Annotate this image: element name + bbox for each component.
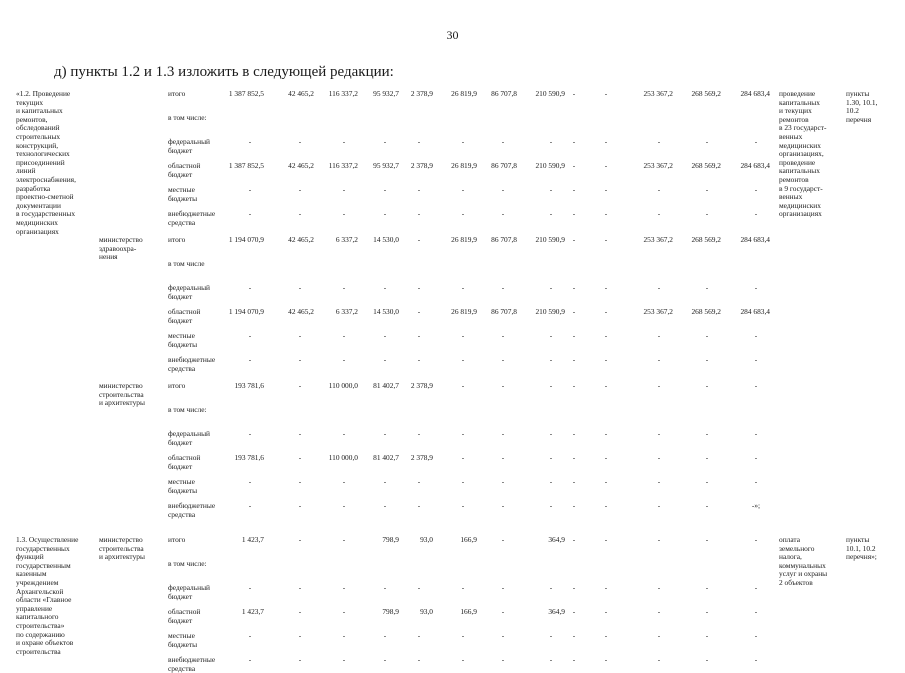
cell-value: 284 683,4 <box>740 89 770 98</box>
cell-value: - <box>342 477 346 486</box>
cell-value: 268 569,2 <box>691 161 721 170</box>
cell-value: - <box>417 235 421 244</box>
cell-value: - <box>754 583 758 592</box>
cell-value: - <box>705 381 709 390</box>
cell-value: - <box>657 381 661 390</box>
row-label: внебюджетные средства <box>168 355 216 373</box>
cell-value: - <box>572 283 576 292</box>
cell-value: 42 465,2 <box>288 307 314 316</box>
cell-value: 1 423,7 <box>241 607 264 616</box>
cell-value: - <box>461 501 465 510</box>
cell-value: 268 569,2 <box>691 307 721 316</box>
cell-value: - <box>549 185 553 194</box>
cell-value: - <box>417 355 421 364</box>
cell-value: 268 569,2 <box>691 89 721 98</box>
cell-value: - <box>572 235 576 244</box>
cell-value: 210 590,9 <box>535 161 565 170</box>
cell-value: - <box>572 209 576 218</box>
cell-value: - <box>298 355 302 364</box>
cell-value: - <box>248 583 252 592</box>
cell-value: 2 378,9 <box>410 381 433 390</box>
cell-value: - <box>754 631 758 640</box>
cell-value: - <box>383 583 387 592</box>
cell-value: - <box>549 501 553 510</box>
cell-value: - <box>342 535 346 544</box>
cell-value: - <box>461 137 465 146</box>
row-label: местные бюджеты <box>168 331 198 349</box>
cell-value: 253 367,2 <box>643 89 673 98</box>
row-label: федеральный бюджет <box>168 283 210 301</box>
row-label: федеральный бюджет <box>168 583 210 601</box>
cell-value: 116 337,2 <box>328 161 358 170</box>
cell-value: - <box>342 655 346 664</box>
cell-value: - <box>417 137 421 146</box>
cell-value: - <box>572 429 576 438</box>
cell-value: - <box>604 631 608 640</box>
row-label: в том числе: <box>168 559 207 568</box>
cell-value: - <box>604 355 608 364</box>
row-label: в том числе: <box>168 113 207 122</box>
cell-value: - <box>657 283 661 292</box>
cell-value: - <box>572 381 576 390</box>
cell-value: - <box>298 331 302 340</box>
cell-value: - <box>754 331 758 340</box>
cell-value: - <box>549 355 553 364</box>
cell-value: - <box>342 355 346 364</box>
row-label: областной бюджет <box>168 453 201 471</box>
cell-value: 86 707,8 <box>491 235 517 244</box>
cell-value: - <box>417 655 421 664</box>
cell-value: - <box>604 477 608 486</box>
cell-value: - <box>705 535 709 544</box>
cell-value: - <box>298 535 302 544</box>
cell-value: - <box>657 453 661 462</box>
cell-value: - <box>342 283 346 292</box>
cell-value: - <box>417 631 421 640</box>
cell-value: - <box>604 209 608 218</box>
row-label: областной бюджет <box>168 307 201 325</box>
row-label: областной бюджет <box>168 161 201 179</box>
cell-value: 253 367,2 <box>643 161 673 170</box>
cell-value: - <box>705 283 709 292</box>
section-result: оплата земельного налога, коммунальных услуг и охраны 2 объектов <box>779 535 828 587</box>
cell-value: - <box>754 185 758 194</box>
cell-value: - <box>298 185 302 194</box>
cell-value: - <box>342 429 346 438</box>
cell-value: 81 402,7 <box>373 381 399 390</box>
page-number: 30 <box>446 28 459 42</box>
cell-value: - <box>754 453 758 462</box>
cell-value: - <box>461 429 465 438</box>
cell-value: - <box>298 429 302 438</box>
cell-value: 284 683,4 <box>740 161 770 170</box>
cell-value: - <box>604 331 608 340</box>
row-label: областной бюджет <box>168 607 201 625</box>
cell-value: - <box>604 307 608 316</box>
cell-value: - <box>705 453 709 462</box>
cell-value: 42 465,2 <box>288 235 314 244</box>
cell-value: - <box>705 355 709 364</box>
cell-value: - <box>248 655 252 664</box>
cell-value: - <box>501 355 505 364</box>
cell-value: - <box>572 453 576 462</box>
cell-value: - <box>572 185 576 194</box>
cell-value: - <box>248 477 252 486</box>
cell-value: - <box>417 583 421 592</box>
cell-value: - <box>501 501 505 510</box>
cell-value: - <box>657 185 661 194</box>
row-label: итого <box>168 381 186 390</box>
cell-value: - <box>572 501 576 510</box>
cell-value: 6 337,2 <box>335 307 358 316</box>
cell-value: 1 387 852,5 <box>228 89 264 98</box>
cell-value: - <box>657 631 661 640</box>
cell-value: - <box>461 355 465 364</box>
cell-value: - <box>501 477 505 486</box>
row-label: местные бюджеты <box>168 477 198 495</box>
cell-value: - <box>657 583 661 592</box>
row-label: в том числе <box>168 259 205 268</box>
cell-value: - <box>383 477 387 486</box>
cell-value: - <box>754 283 758 292</box>
cell-value: 193 781,6 <box>234 381 264 390</box>
cell-value: - <box>657 137 661 146</box>
cell-value: - <box>705 583 709 592</box>
cell-value: - <box>657 501 661 510</box>
cell-value: 42 465,2 <box>288 89 314 98</box>
cell-value: - <box>342 631 346 640</box>
cell-value: - <box>572 161 576 170</box>
cell-value: 93,0 <box>420 535 433 544</box>
cell-value: - <box>383 209 387 218</box>
cell-value: - <box>705 137 709 146</box>
cell-value: 26 819,9 <box>451 307 477 316</box>
cell-value: -»; <box>751 501 761 510</box>
cell-value: - <box>572 137 576 146</box>
cell-value: - <box>705 185 709 194</box>
cell-value: 86 707,8 <box>491 161 517 170</box>
cell-value: - <box>298 583 302 592</box>
cell-value: - <box>461 185 465 194</box>
cell-value: - <box>604 607 608 616</box>
cell-value: - <box>298 137 302 146</box>
cell-value: - <box>417 283 421 292</box>
cell-value: 14 530,0 <box>373 307 399 316</box>
cell-value: - <box>705 429 709 438</box>
cell-value: - <box>501 185 505 194</box>
cell-value: - <box>501 535 505 544</box>
cell-value: 14 530,0 <box>373 235 399 244</box>
cell-value: - <box>461 477 465 486</box>
cell-value: - <box>572 535 576 544</box>
cell-value: - <box>461 209 465 218</box>
cell-value: - <box>461 331 465 340</box>
cell-value: - <box>248 209 252 218</box>
cell-value: - <box>383 283 387 292</box>
cell-value: - <box>298 283 302 292</box>
cell-value: - <box>572 477 576 486</box>
cell-value: - <box>383 631 387 640</box>
section-items: пункты 1.30, 10.1, 10.2 перечня <box>846 89 878 124</box>
cell-value: - <box>248 631 252 640</box>
cell-value: 166,9 <box>460 607 477 616</box>
row-label: внебюджетные средства <box>168 209 216 227</box>
cell-value: 26 819,9 <box>451 89 477 98</box>
cell-value: 116 337,2 <box>328 89 358 98</box>
cell-value: - <box>657 355 661 364</box>
executor-label: министерство строительства и архитектуры <box>99 535 145 562</box>
cell-value: - <box>705 477 709 486</box>
cell-value: 1 194 070,9 <box>228 307 264 316</box>
cell-value: - <box>298 209 302 218</box>
cell-value: - <box>501 655 505 664</box>
cell-value: - <box>501 631 505 640</box>
cell-value: - <box>549 331 553 340</box>
section-items: пункты 10.1, 10.2 перечня»; <box>846 535 877 562</box>
cell-value: - <box>417 429 421 438</box>
cell-value: - <box>604 89 608 98</box>
cell-value: - <box>248 283 252 292</box>
cell-value: - <box>501 453 505 462</box>
cell-value: - <box>657 429 661 438</box>
cell-value: - <box>549 137 553 146</box>
cell-value: - <box>383 137 387 146</box>
row-label: в том числе: <box>168 405 207 414</box>
cell-value: - <box>298 607 302 616</box>
cell-value: - <box>342 185 346 194</box>
cell-value: - <box>572 583 576 592</box>
cell-value: - <box>705 209 709 218</box>
cell-value: - <box>549 631 553 640</box>
cell-value: - <box>298 381 302 390</box>
cell-value: - <box>572 655 576 664</box>
cell-value: - <box>657 331 661 340</box>
cell-value: - <box>604 283 608 292</box>
cell-value: - <box>754 535 758 544</box>
cell-value: - <box>501 209 505 218</box>
cell-value: 95 932,7 <box>373 161 399 170</box>
cell-value: - <box>705 655 709 664</box>
intro-text: д) пункты 1.2 и 1.3 изложить в следующей редакции: <box>54 64 394 80</box>
cell-value: - <box>604 501 608 510</box>
cell-value: - <box>549 381 553 390</box>
cell-value: - <box>501 137 505 146</box>
cell-value: - <box>604 381 608 390</box>
cell-value: - <box>549 283 553 292</box>
cell-value: - <box>754 137 758 146</box>
cell-value: - <box>604 137 608 146</box>
cell-value: - <box>705 631 709 640</box>
cell-value: - <box>549 429 553 438</box>
row-label: внебюджетные средства <box>168 655 216 673</box>
cell-value: - <box>549 209 553 218</box>
cell-value: - <box>461 283 465 292</box>
cell-value: - <box>705 331 709 340</box>
cell-value: 42 465,2 <box>288 161 314 170</box>
executor-label: министерство здравоохра- нения <box>99 235 143 262</box>
cell-value: - <box>342 209 346 218</box>
cell-value: - <box>501 381 505 390</box>
cell-value: - <box>383 429 387 438</box>
cell-value: 166,9 <box>460 535 477 544</box>
cell-value: - <box>549 453 553 462</box>
row-label: итого <box>168 89 186 98</box>
cell-value: - <box>417 477 421 486</box>
cell-value: 2 378,9 <box>410 89 433 98</box>
cell-value: - <box>248 501 252 510</box>
cell-value: - <box>342 501 346 510</box>
cell-value: - <box>604 235 608 244</box>
cell-value: - <box>383 501 387 510</box>
cell-value: 284 683,4 <box>740 235 770 244</box>
cell-value: 193 781,6 <box>234 453 264 462</box>
cell-value: - <box>461 655 465 664</box>
cell-value: - <box>298 477 302 486</box>
cell-value: 210 590,9 <box>535 307 565 316</box>
cell-value: - <box>501 607 505 616</box>
row-label: местные бюджеты <box>168 185 198 203</box>
row-label: местные бюджеты <box>168 631 198 649</box>
cell-value: - <box>383 355 387 364</box>
cell-value: - <box>298 655 302 664</box>
cell-value: - <box>572 89 576 98</box>
cell-value: 86 707,8 <box>491 307 517 316</box>
cell-value: - <box>604 655 608 664</box>
cell-value: - <box>501 429 505 438</box>
cell-value: 2 378,9 <box>410 453 433 462</box>
section-result: проведение капитальных и текущих ремонтов в 23 государст- венных медицинских организациях, проведение капитальных ремонтов в 9 государст- венных медицинских организациях <box>779 89 827 219</box>
cell-value: 26 819,9 <box>451 161 477 170</box>
cell-value: 86 707,8 <box>491 89 517 98</box>
row-label: федеральный бюджет <box>168 429 210 447</box>
cell-value: 798,9 <box>382 535 399 544</box>
cell-value: 6 337,2 <box>335 235 358 244</box>
cell-value: - <box>754 209 758 218</box>
cell-value: - <box>298 631 302 640</box>
cell-value: - <box>461 631 465 640</box>
cell-value: - <box>383 655 387 664</box>
row-label: итого <box>168 535 186 544</box>
cell-value: 798,9 <box>382 607 399 616</box>
cell-value: 26 819,9 <box>451 235 477 244</box>
cell-value: - <box>501 583 505 592</box>
cell-value: - <box>604 583 608 592</box>
cell-value: - <box>604 185 608 194</box>
cell-value: - <box>383 185 387 194</box>
cell-value: - <box>549 477 553 486</box>
cell-value: - <box>342 331 346 340</box>
cell-value: - <box>417 331 421 340</box>
cell-value: - <box>383 331 387 340</box>
row-label: итого <box>168 235 186 244</box>
cell-value: 210 590,9 <box>535 89 565 98</box>
cell-value: 93,0 <box>420 607 433 616</box>
cell-value: - <box>705 501 709 510</box>
section-name: «1.2. Проведение текущих и капитальных ремонтов, обследований строительных конструкций, технологических присоединений линий электроснабжения, разработка проектно-сметной документации в государственных медицинских организациях <box>16 89 76 236</box>
cell-value: - <box>248 355 252 364</box>
cell-value: - <box>461 453 465 462</box>
cell-value: - <box>572 631 576 640</box>
cell-value: - <box>248 137 252 146</box>
cell-value: - <box>657 607 661 616</box>
cell-value: 95 932,7 <box>373 89 399 98</box>
cell-value: 210 590,9 <box>535 235 565 244</box>
cell-value: - <box>754 355 758 364</box>
cell-value: - <box>657 655 661 664</box>
cell-value: - <box>604 453 608 462</box>
cell-value: 2 378,9 <box>410 161 433 170</box>
cell-value: - <box>342 607 346 616</box>
cell-value: - <box>417 501 421 510</box>
cell-value: 364,9 <box>548 607 565 616</box>
cell-value: - <box>604 535 608 544</box>
cell-value: - <box>461 583 465 592</box>
cell-value: - <box>657 535 661 544</box>
cell-value: - <box>549 655 553 664</box>
cell-value: - <box>754 381 758 390</box>
cell-value: - <box>572 607 576 616</box>
cell-value: - <box>298 453 302 462</box>
cell-value: - <box>572 331 576 340</box>
section-name: 1.3. Осуществление государственных функций государственным казенным учреждением Архангельской области «Главное управление капитального строительства» по содержанию и охране объектов строительства <box>16 535 79 656</box>
cell-value: - <box>248 185 252 194</box>
cell-value: - <box>754 477 758 486</box>
cell-value: 364,9 <box>548 535 565 544</box>
cell-value: - <box>572 355 576 364</box>
cell-value: 268 569,2 <box>691 235 721 244</box>
row-label: федеральный бюджет <box>168 137 210 155</box>
cell-value: - <box>417 185 421 194</box>
cell-value: - <box>298 501 302 510</box>
cell-value: 253 367,2 <box>643 235 673 244</box>
cell-value: - <box>342 583 346 592</box>
cell-value: - <box>604 161 608 170</box>
cell-value: - <box>754 655 758 664</box>
cell-value: - <box>572 307 576 316</box>
cell-value: 284 683,4 <box>740 307 770 316</box>
cell-value: 81 402,7 <box>373 453 399 462</box>
cell-value: - <box>501 331 505 340</box>
cell-value: 1 423,7 <box>241 535 264 544</box>
cell-value: - <box>248 331 252 340</box>
cell-value: - <box>501 283 505 292</box>
cell-value: 110 000,0 <box>328 381 358 390</box>
row-label: внебюджетные средства <box>168 501 216 519</box>
cell-value: - <box>342 137 346 146</box>
executor-label: министерство строительства и архитектуры <box>99 381 145 408</box>
cell-value: 110 000,0 <box>328 453 358 462</box>
cell-value: - <box>461 381 465 390</box>
cell-value: - <box>604 429 608 438</box>
cell-value: - <box>754 429 758 438</box>
cell-value: - <box>417 209 421 218</box>
cell-value: - <box>754 607 758 616</box>
cell-value: - <box>248 429 252 438</box>
cell-value: - <box>705 607 709 616</box>
cell-value: - <box>657 209 661 218</box>
cell-value: 1 387 852,5 <box>228 161 264 170</box>
cell-value: - <box>657 477 661 486</box>
cell-value: - <box>417 307 421 316</box>
cell-value: 253 367,2 <box>643 307 673 316</box>
cell-value: - <box>549 583 553 592</box>
cell-value: 1 194 070,9 <box>228 235 264 244</box>
